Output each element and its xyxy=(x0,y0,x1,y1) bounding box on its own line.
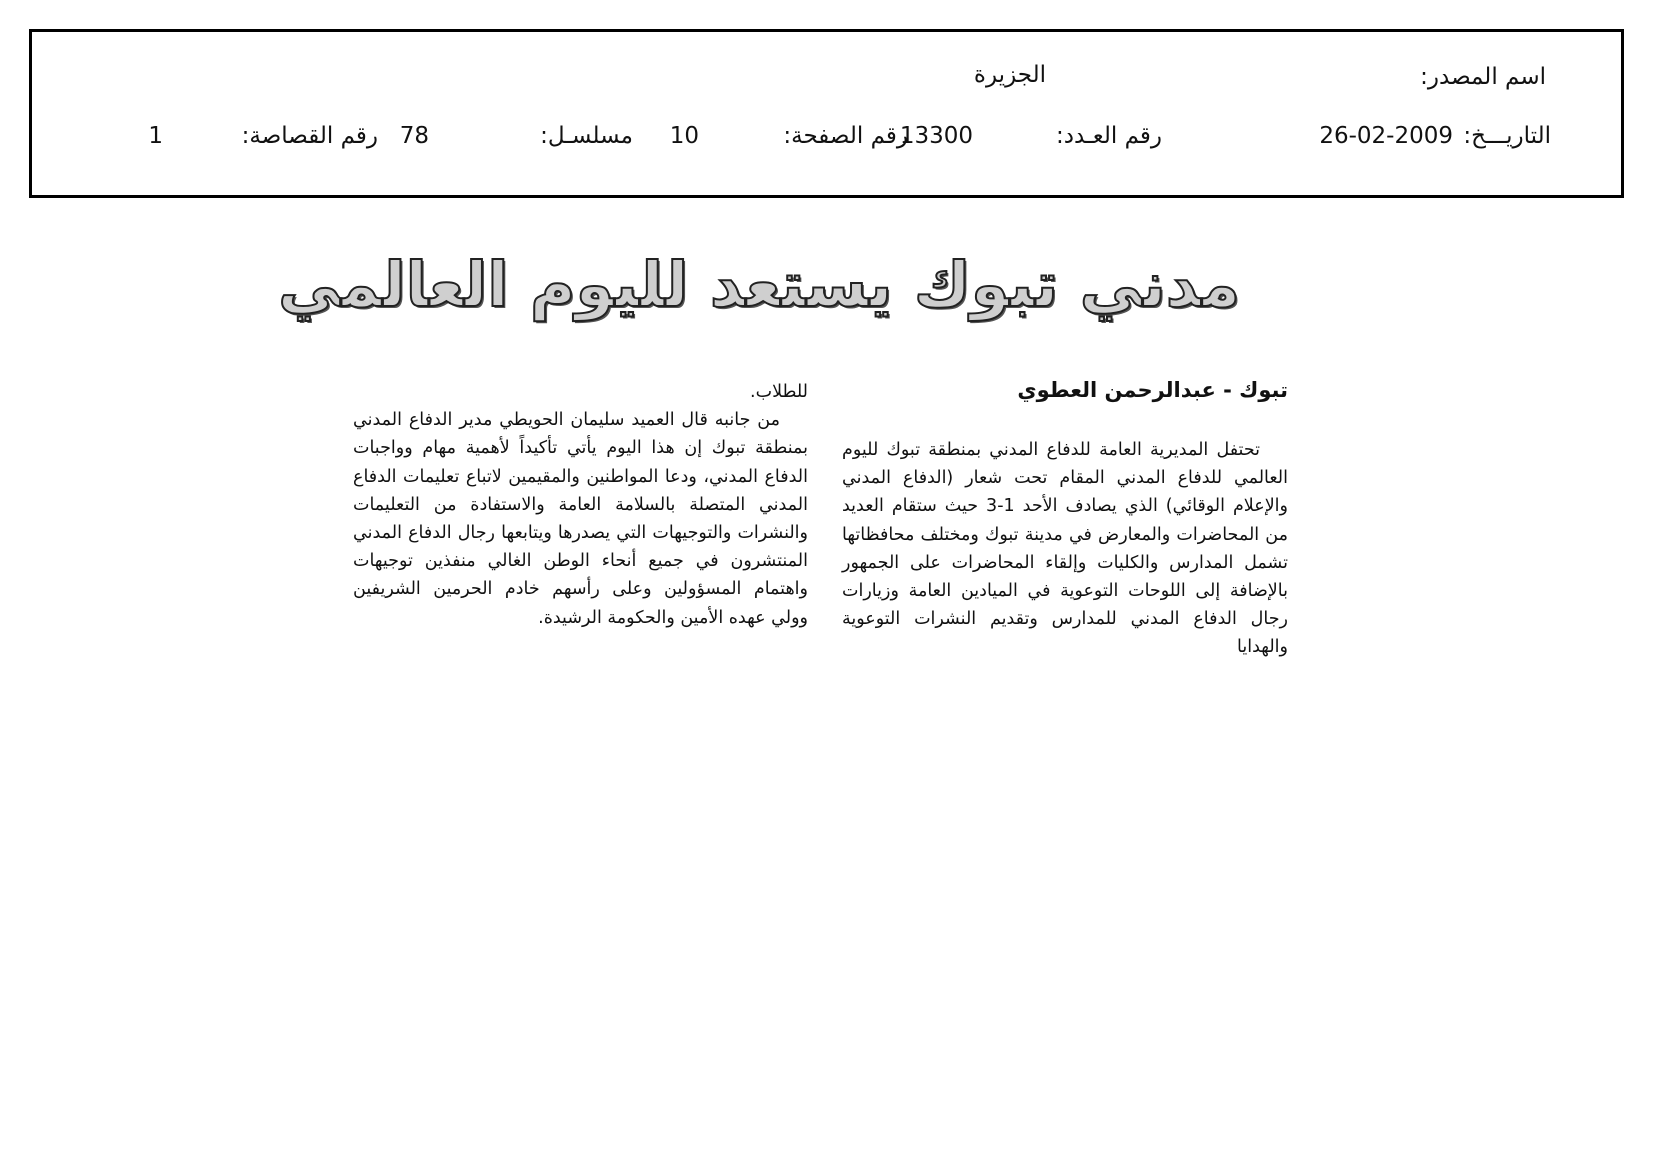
page-label: رقم الصفحة: xyxy=(783,123,908,149)
clipping-info-box xyxy=(29,29,1624,198)
article-paragraph-continuation: للطلاب. xyxy=(750,382,808,402)
clipping-label: رقم القصاصة: xyxy=(241,123,378,149)
serial-value: 78 xyxy=(399,123,429,149)
article-byline: تبوك - عبدالرحمن العطوي xyxy=(1017,378,1288,402)
article-column-right xyxy=(842,436,1288,662)
issue-value: 13300 xyxy=(899,123,973,149)
date-label: التاريـــخ: xyxy=(1463,123,1551,149)
source-value: الجزيرة xyxy=(973,62,1046,88)
article-paragraph-2: من جانبه قال العميد سليمان الحويطي مدير الدفاع المدني بمنطقة تبوك إن هذا اليوم يأتي تأكيداً لأهمية مهام وواجبات الدفاع المدني، ودعا المواطنين والمقيمين لاتباع تعليمات الدفاع المدني المتصلة بالسلامة العامة والاستفادة من التعليمات والنشرات والتوجيهات التي يصدرها ويتابعها رجال الدفاع المدني المنتشرون في جميع أنحاء الوطن الغالي منفذين توجيهات واهتمام المسؤولين وعلى رأسهم خادم الحرمين الشريفين وولي عهده الأمين والحكومة الرشيدة. xyxy=(353,410,808,628)
page-value: 10 xyxy=(669,123,699,149)
article-headline: مدني تبوك يستعد لليوم العالمي xyxy=(278,248,1240,321)
source-label: اسم المصدر: xyxy=(1420,64,1546,90)
article-column-left xyxy=(353,378,808,632)
date-value: 26-02-2009 xyxy=(1319,123,1453,149)
serial-label: مسلسـل: xyxy=(540,123,633,149)
issue-label: رقم العـدد: xyxy=(1055,123,1162,149)
article-paragraph-1: تحتفل المديرية العامة للدفاع المدني بمنطقة تبوك لليوم العالمي للدفاع المدني المقام تحت شعار (الدفاع المدني والإعلام الوقائي) الذي يصادف الأحد 1-3 حيث ستقام العديد من المحاضرات والمعارض في مدينة تبوك ومختلف محافظاتها تشمل المدارس والكليات وإلقاء المحاضرات على الجمهور بالإضافة إلى اللوحات التوعوية في الميادين العامة وزيارات رجال الدفاع المدني للمدارس وتقديم النشرات التوعوية والهدايا xyxy=(842,440,1288,658)
clipping-value: 1 xyxy=(148,123,163,149)
